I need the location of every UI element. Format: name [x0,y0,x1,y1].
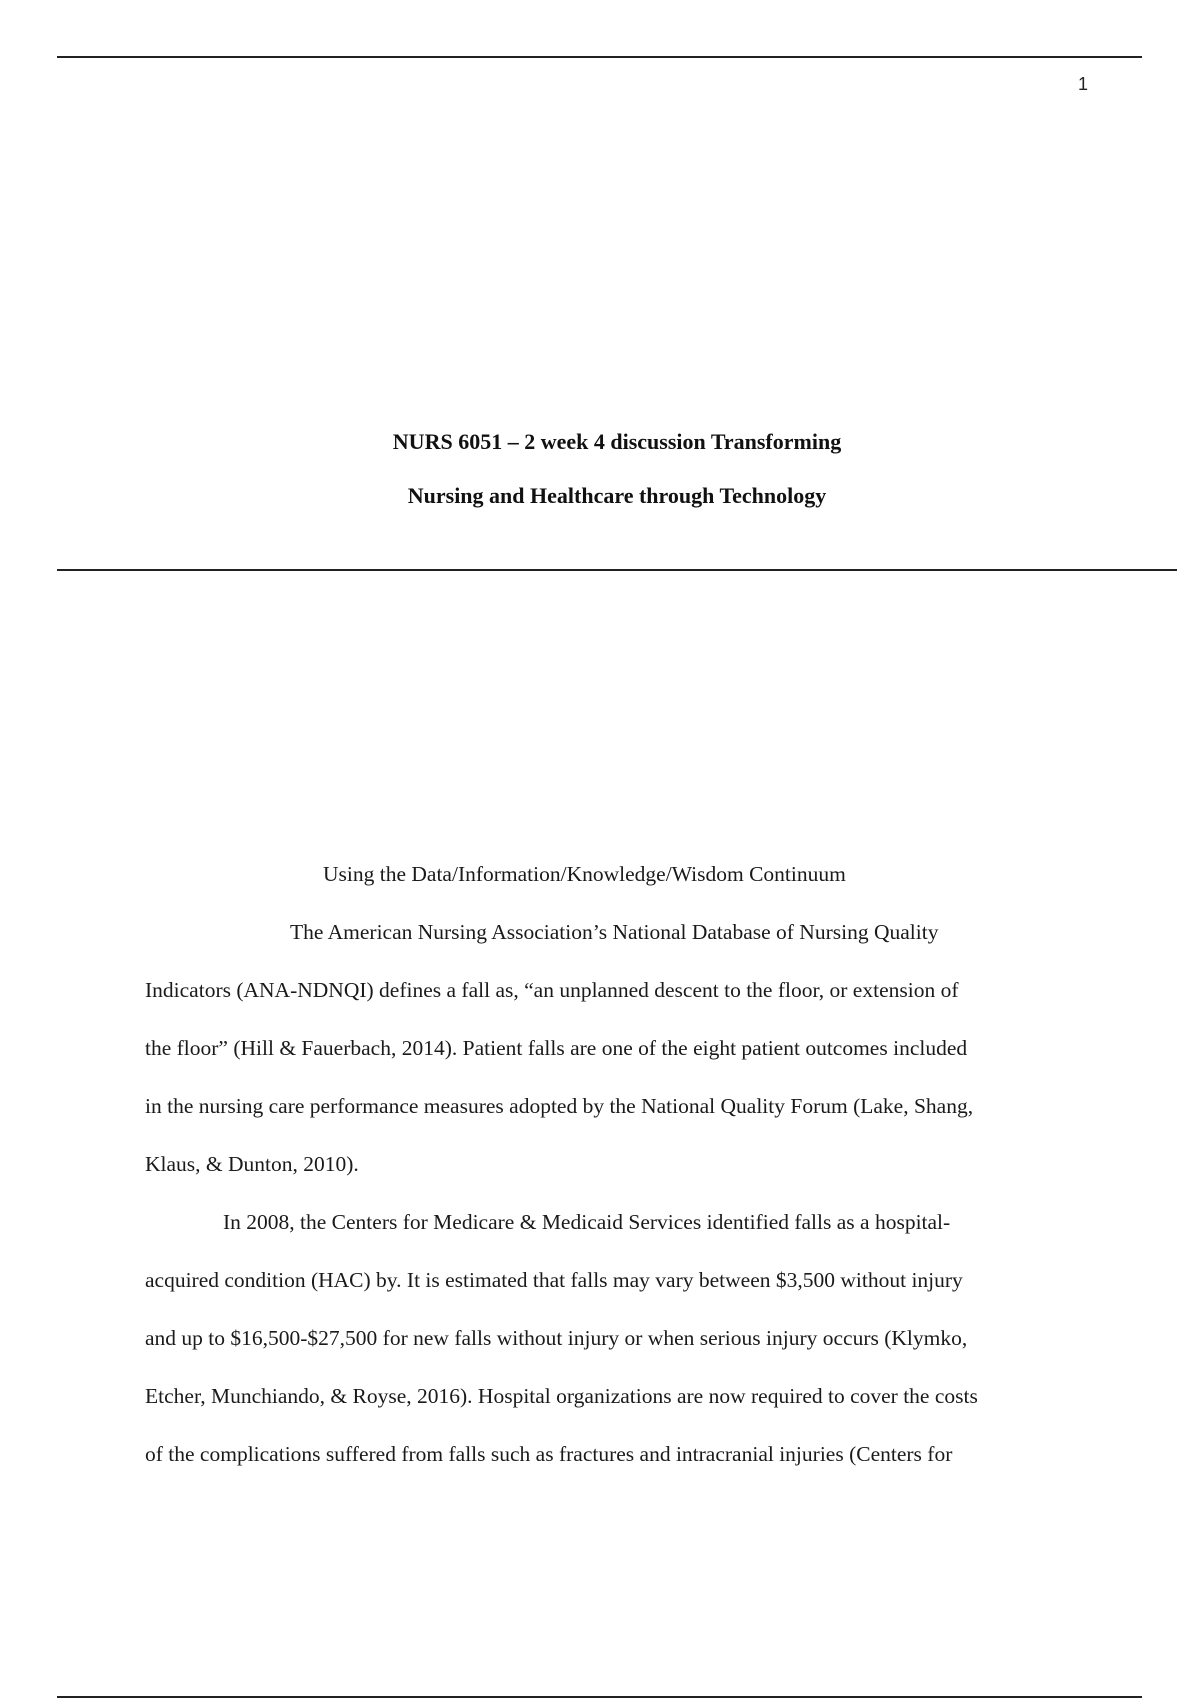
paragraph-2 [145,1193,1085,1483]
document-body [145,845,1085,1483]
top-divider [57,56,1142,58]
paragraph-line: Indicators (ANA-NDNQI) defines a fall as, “an unplanned descent to the floor, or extension of [145,978,959,1002]
paragraph-line: Etcher, Munchiando, & Royse, 2016). Hospital organizations are now required to cover the costs [145,1384,978,1408]
paragraph-line: in the nursing care performance measures adopted by the National Quality Forum (Lake, Shang, [145,1094,974,1118]
paragraph-line: acquired condition (HAC) by. It is estimated that falls may vary between $3,500 without injury [145,1268,963,1292]
document-title [0,415,1200,523]
paragraph-1 [145,903,1085,1193]
bottom-divider [57,1696,1142,1698]
title-line-1: NURS 6051 – 2 week 4 discussion Transforming [392,429,842,454]
paragraph-line: the floor” (Hill & Fauerbach, 2014). Patient falls are one of the eight patient outcomes included [145,1036,968,1060]
paragraph-line: Klaus, & Dunton, 2010). [145,1152,359,1176]
page-break-divider [57,569,1177,571]
paragraph-line: The American Nursing Association’s National Database of Nursing Quality [290,920,939,944]
paragraph-line: of the complications suffered from falls such as fractures and intracranial injuries (Centers for [145,1442,953,1466]
paragraph-line: and up to $16,500-$27,500 for new falls without injury or when serious injury occurs (Klymko, [145,1326,968,1350]
title-line-2: Nursing and Healthcare through Technology [407,483,827,508]
page-number: 1 [1077,74,1088,94]
paragraph-line: In 2008, the Centers for Medicare & Medicaid Services identified falls as a hospital- [223,1210,951,1234]
section-heading: Using the Data/Information/Knowledge/Wisdom Continuum [323,862,846,886]
